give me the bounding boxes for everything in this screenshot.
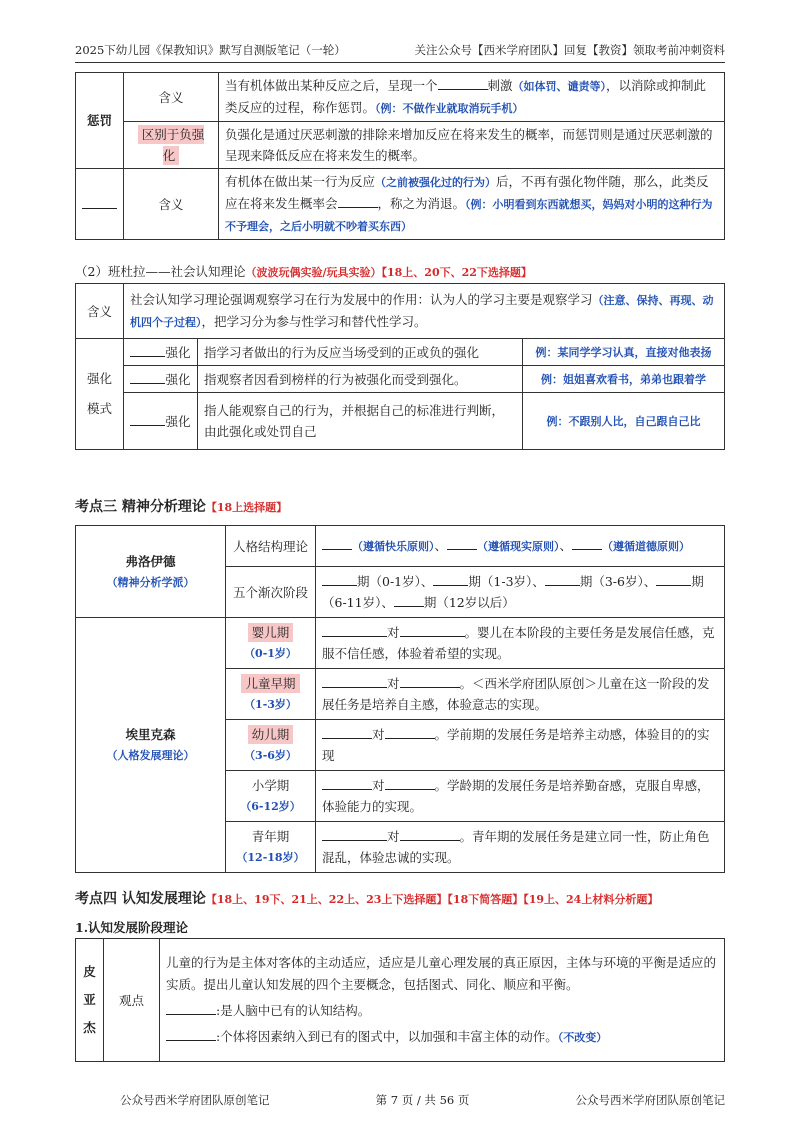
page-footer xyxy=(120,1092,725,1108)
mode-1-desc: 指学习者做出的行为反应当场受到的正或负的强化 xyxy=(198,339,523,366)
erikson-stage-5-text: 对 。青年期的发展任务是建立同一性，防止角色混乱，体验忠诚的实现。 xyxy=(316,822,725,873)
erikson-cell: 埃里克森 （人格发展理论） xyxy=(76,618,226,873)
section-3-title: 考点三 精神分析理论【18上选择题】 xyxy=(75,499,288,515)
meaning-label: 含义 xyxy=(124,73,219,122)
erikson-stage-3-label: 幼儿期 （3-6岁） xyxy=(226,720,316,771)
distinguish-text: 负强化是通过厌恶刺激的排除来增加反应在将来发生的概率，而惩罚则是通过厌恶刺激的呈现来降低反应在将来发生的概率。 xyxy=(219,122,725,169)
piaget-view: 儿童的行为是主体对客体的主动适应，适应是儿童心理发展的真正原因，主体与环境的平衡是适应的实质。提出儿童认知发展的四个主要概念，包括图式、同化、顺应和平衡。 :是人脑中已有的认知结构。 :个体将因素纳入到已有的图式中，以加强和丰富主体的动作。（不改变） xyxy=(160,939,725,1062)
header-divider xyxy=(75,62,725,63)
mode-3-term: 强化 xyxy=(124,393,198,450)
section-4-title: 考点四 认知发展理论【18上、19下、21上、22上、23上下选择题】【18下简答题】【19上、24上材料分析题】 xyxy=(75,891,659,907)
bandura-meaning: 社会认知学习理论强调观察学习在行为发展中的作用：认为人的学习主要是观察学习（注意、保持、再现、动机四个子过程），把学习分为参与性学习和替代性学习。 xyxy=(124,284,725,339)
erikson-stage-3-text: 对 。学前期的发展任务是培养主动感，体验目的的实现 xyxy=(316,720,725,771)
erikson-stage-4-label: 小学期 （6-12岁） xyxy=(226,771,316,822)
header-left: 2025下幼儿园《保教知识》默写自测版笔记（一轮） xyxy=(75,43,346,57)
punishment-meaning: 当有机体做出某种反应之后，呈现一个 刺激（如体罚、谴责等），以消除或抑制此类反应的过程，称作惩罚。（例：不做作业就取消玩手机） xyxy=(219,73,725,122)
erikson-stage-1-text: 对 。婴儿在本阶段的主要任务是发展信任感，克服不信任感，体验着希望的实现。 xyxy=(316,618,725,669)
mode-2-example: 例：姐姐喜欢看书，弟弟也跟着学 xyxy=(523,366,725,393)
freud-structure: （遵循快乐原则）、 （遵循现实原则）、 （遵循道德原则） xyxy=(316,526,725,567)
erikson-stage-1-label: 婴儿期 （0-1岁） xyxy=(226,618,316,669)
distinguish-label: 区别于负强化 xyxy=(124,122,219,169)
mode-2-term: 强化 xyxy=(124,366,198,393)
freud-stage-label: 五个渐次阶段 xyxy=(226,567,316,618)
page-number: 第 7 页 / 共 56 页 xyxy=(375,1093,470,1107)
freud-structure-label: 人格结构理论 xyxy=(226,526,316,567)
bandura-title: （2）班杜拉——社会认知理论（波波玩偶实验/玩具实验）【18上、20下、22下选择题】 xyxy=(75,264,532,279)
header-right: 关注公众号【西米学府团队】回复【教资】领取考前冲刺资料 xyxy=(414,43,725,57)
bandura-meaning-label: 含义 xyxy=(76,284,124,339)
freud-stages: 期（0-1岁）、 期（1-3岁）、 期（3-6岁）、 期 （6-11岁）、 期（12岁以后） xyxy=(316,567,725,618)
extinction-blank xyxy=(76,169,124,240)
erikson-stage-2-text: 对 。＜西米学府团队原创＞儿童在这一阶段的发展任务是培养自主感，体验意志的实现。 xyxy=(316,669,725,720)
piaget-view-label: 观点 xyxy=(104,939,160,1062)
extinction-meaning-label: 含义 xyxy=(124,169,219,240)
mode-1-term: 强化 xyxy=(124,339,198,366)
mode-3-example: 例：不跟别人比，自己跟自己比 xyxy=(523,393,725,450)
erikson-stage-2-label: 儿童早期 （1-3岁） xyxy=(226,669,316,720)
psychoanalysis-table xyxy=(75,525,725,873)
footer-right: 公众号西米学府团队原创笔记 xyxy=(575,1093,725,1107)
mode-1-example: 例：某同学学习认真，直接对他表扬 xyxy=(523,339,725,366)
bandura-table xyxy=(75,283,725,450)
extinction-meaning: 有机体在做出某一行为反应（之前被强化过的行为）后，不再有强化物伴随，那么，此类反应在将来发生概率会 ，称之为消退。（例：小明看到东西就想买，妈妈对小明的这种行为不予理会，之后小明就不吵着买东西） xyxy=(219,169,725,240)
mode-label: 强化模式 xyxy=(76,339,124,450)
mode-3-desc: 指人能观察自己的行为，并根据自己的标准进行判断，由此强化或处罚自己 xyxy=(198,393,523,450)
subsection-title: 1.认知发展阶段理论 xyxy=(75,920,189,935)
footer-left: 公众号西米学府团队原创笔记 xyxy=(120,1093,270,1107)
erikson-stage-4-text: 对 。学龄期的发展任务是培养勤奋感，克服自卑感，体验能力的实现。 xyxy=(316,771,725,822)
piaget-name: 皮 亚 杰 xyxy=(76,939,104,1062)
page-header xyxy=(75,42,725,60)
erikson-stage-5-label: 青年期 （12-18岁） xyxy=(226,822,316,873)
mode-2-desc: 指观察者因看到榜样的行为被强化而受到强化。 xyxy=(198,366,523,393)
piaget-table xyxy=(75,938,725,1062)
punishment-table xyxy=(75,72,725,240)
freud-cell: 弗洛伊德 （精神分析学派） xyxy=(76,526,226,618)
punishment-label: 惩罚 xyxy=(76,73,124,169)
